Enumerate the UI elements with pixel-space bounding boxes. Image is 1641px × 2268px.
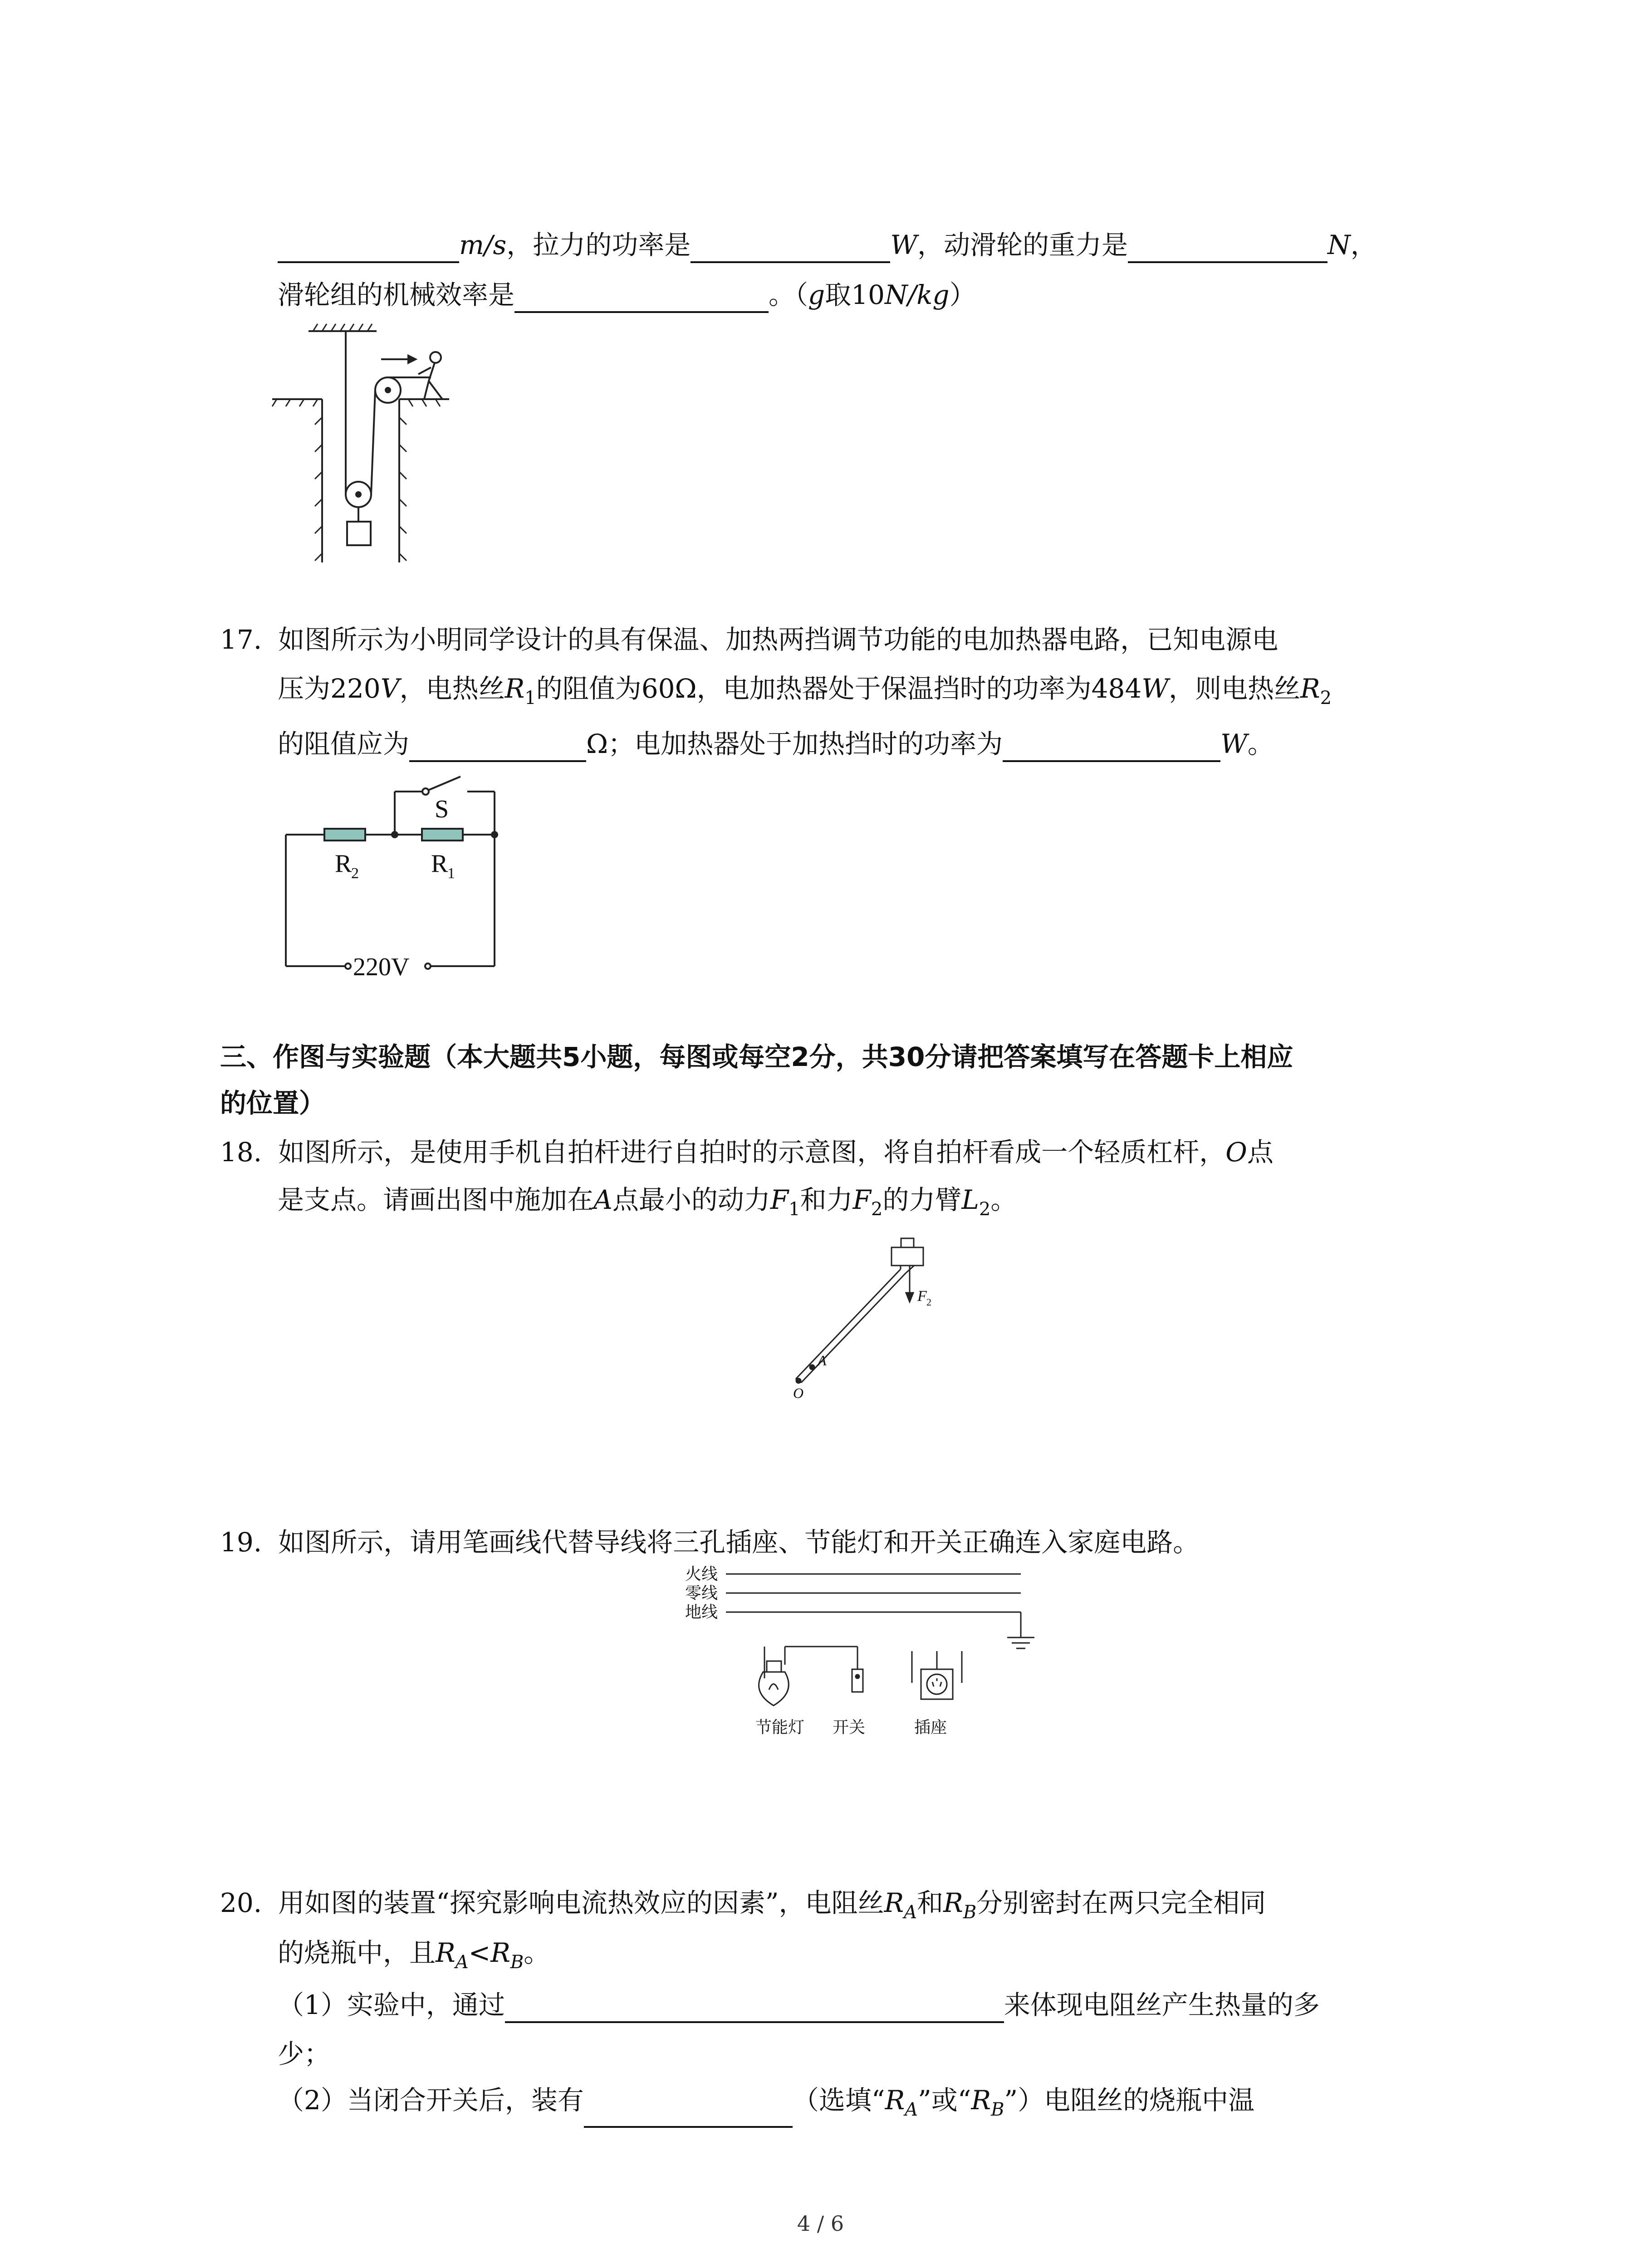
- q17-line3: 的阻值应为 Ω；电加热器处于加热挡时的功率为 W。: [278, 726, 1274, 762]
- q20-part1: （1）实验中，通过 来体现电阻丝产生热量的多: [278, 1987, 1320, 2023]
- selfie-stick-figure: [785, 1229, 966, 1411]
- section3-heading-line1: 三、作图与实验题（本大题共5小题，每图或每空2分，共30分请把答案填写在答题卡上相应: [220, 1041, 1293, 1072]
- lamp-label: 节能灯: [755, 1718, 805, 1737]
- resistor-r1: [422, 829, 463, 841]
- neutral-wire-label: 零线: [685, 1584, 718, 1603]
- answer-blank[interactable]: [505, 1993, 1004, 2023]
- switch-icon: [852, 1669, 863, 1692]
- r2-label: R: [335, 850, 352, 878]
- r2-sub: 2: [351, 865, 359, 882]
- q20-part2: （2）当闭合开关后，装有 （选填“$R_A$”或“$R_B$”）电阻丝的烧瓶中温: [278, 2082, 1254, 2128]
- q20-line1: 20. 用如图的装置“探究影响电流热效应的因素”，电阻丝$R_A$和$R_B$分别密封在两只完全相同: [220, 1887, 1266, 1923]
- answer-blank[interactable]: [1128, 233, 1327, 263]
- q18-line1: 18. 如图所示，是使用手机自拍杆进行自拍时的示意图，将自拍杆看成一个轻质杠杆，O点: [220, 1137, 1274, 1168]
- pulley-figure: [272, 318, 499, 599]
- ground-wire-label: 地线: [685, 1603, 718, 1622]
- household-circuit-figure: [676, 1560, 1084, 1760]
- resistor-r2: [324, 829, 365, 841]
- r1-sub: 1: [447, 865, 455, 882]
- q20-part1-cont: 少；: [278, 2038, 331, 2069]
- q16-line1: m/s，拉力的功率是 W，动滑轮的重力是 N，: [278, 227, 1377, 263]
- switch-label: S: [435, 795, 449, 823]
- q17-circuit-diagram: [281, 767, 517, 984]
- o-label: O: [793, 1385, 804, 1401]
- answer-blank[interactable]: [409, 732, 586, 762]
- source-label: 220V: [353, 953, 410, 981]
- f2-label: F: [917, 1288, 927, 1305]
- live-wire-label: 火线: [685, 1565, 718, 1584]
- section3-heading-line2: 的位置）: [220, 1088, 326, 1119]
- q17-line2: 压为220V，电热丝$R_1$的阻值为60Ω，电加热器处于保温挡时的功率为484W，则电热丝$R_2$: [278, 673, 1332, 709]
- a-label: A: [818, 1352, 827, 1369]
- q16-line2: 滑轮组的机械效率是 。（g取10N/kg）: [278, 277, 976, 313]
- answer-blank[interactable]: [691, 233, 890, 263]
- page-number: 4 / 6: [797, 2211, 844, 2236]
- q17-line1: 17. 如图所示为小明同学设计的具有保温、加热两挡调节功能的电加热器电路，已知电源电: [220, 624, 1279, 655]
- f2-sub: 2: [926, 1296, 931, 1308]
- answer-blank[interactable]: [584, 2098, 793, 2128]
- answer-blank[interactable]: [1003, 732, 1220, 762]
- r1-label: R: [431, 850, 448, 878]
- q20-line2: 的烧瓶中，且$R_A<R_B$。: [278, 1937, 550, 1973]
- answer-blank[interactable]: [278, 233, 459, 263]
- switch-label: 开关: [833, 1718, 866, 1737]
- socket-label: 插座: [914, 1718, 947, 1737]
- q18-line2: 是支点。请画出图中施加在A点最小的动力$F_1$和力$F_2$的力臂$L_2$。: [278, 1184, 1017, 1220]
- answer-blank[interactable]: [514, 283, 769, 313]
- q19-line1: 19. 如图所示，请用笔画线代替导线将三孔插座、节能灯和开关正确连入家庭电路。: [220, 1527, 1200, 1558]
